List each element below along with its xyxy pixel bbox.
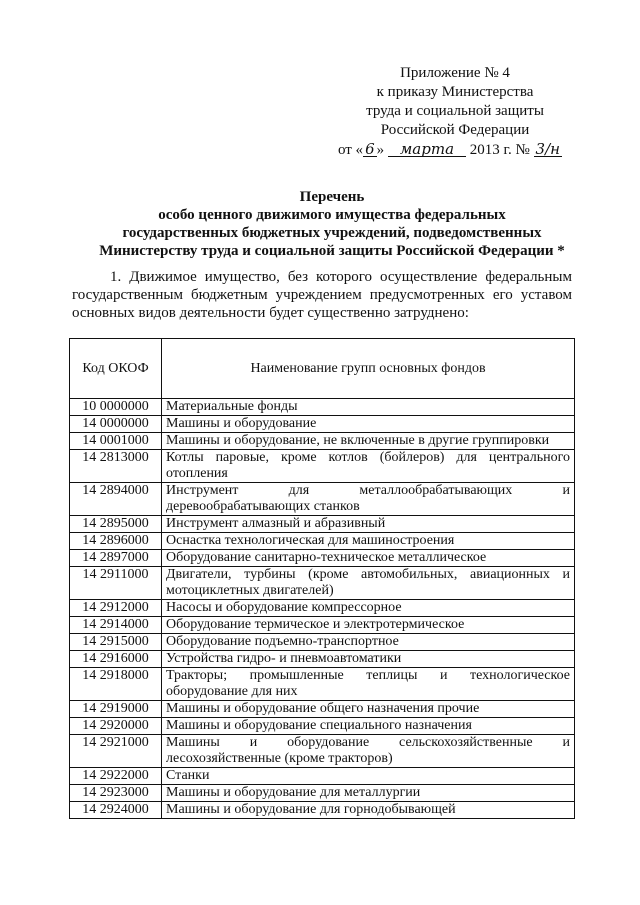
appendix-line-1: Приложение № 4 [400, 65, 510, 81]
table-row [70, 668, 575, 701]
date-mid: » [376, 142, 385, 158]
table-row [70, 718, 575, 735]
fund-group-name: Машины и оборудование общего назначения прочие [162, 701, 575, 718]
okof-code: 14 2920000 [70, 718, 162, 735]
okof-code: 14 2921000 [70, 735, 162, 768]
appendix-block [330, 64, 580, 160]
appendix-line-3: труда и социальной защиты [366, 103, 544, 119]
fund-group-name: Машины и оборудование, не включенные в другие группировки [162, 433, 575, 450]
fund-group-name: Машины и оборудование для горнодобывающей [162, 802, 575, 819]
title-line-1: Перечень [299, 189, 365, 205]
okof-code: 14 2918000 [70, 668, 162, 701]
title-line-2: особо ценного движимого имущества федеральных [158, 207, 506, 223]
fund-group-name: Машины и оборудование для металлургии [162, 785, 575, 802]
fund-group-name: Станки [162, 768, 575, 785]
table-row [70, 516, 575, 533]
okof-code: 14 0001000 [70, 433, 162, 450]
table-row [70, 399, 575, 416]
appendix-line-4: Российской Федерации [380, 122, 530, 138]
fund-group-name: Машины и оборудование сельскохозяйственные и лесохозяйственные (кроме тракторов) [162, 735, 575, 768]
table-row [70, 450, 575, 483]
okof-code: 14 2915000 [70, 634, 162, 651]
date-prefix: от « [337, 142, 364, 158]
table-row [70, 433, 575, 450]
table-header-row [70, 339, 575, 399]
okof-code: 14 0000000 [70, 416, 162, 433]
fund-group-name: Насосы и оборудование компрессорное [162, 600, 575, 617]
table-row [70, 600, 575, 617]
table-row [70, 416, 575, 433]
intro-paragraph: 1. Движимое имущество, без которого осуществление федеральным государственным бюджетным учреждением предусмотренных его уставом основных видов деятельности будет существенно затруднено: [72, 269, 572, 321]
table-row [70, 651, 575, 668]
table-row [70, 617, 575, 634]
appendix-line-2: к приказу Министерства [376, 84, 534, 100]
table-row [70, 567, 575, 600]
header-name: Наименование групп основных фондов [162, 339, 575, 399]
fund-group-name: Инструмент для металлообрабатывающих и деревообрабатывающих станков [162, 483, 575, 516]
okof-code: 14 2896000 [70, 533, 162, 550]
okof-code: 14 2919000 [70, 701, 162, 718]
table-row [70, 768, 575, 785]
table-row [70, 785, 575, 802]
table-row [70, 701, 575, 718]
fonds-table [69, 338, 575, 819]
fund-group-name: Инструмент алмазный и абразивный [162, 516, 575, 533]
table-row [70, 483, 575, 516]
okof-code: 14 2912000 [70, 600, 162, 617]
header-code: Код ОКОФ [70, 339, 162, 399]
fund-group-name: Устройства гидро- и пневмоавтоматики [162, 651, 575, 668]
okof-code: 14 2924000 [70, 802, 162, 819]
okof-code: 10 0000000 [70, 399, 162, 416]
document-title [72, 188, 592, 260]
okof-code: 14 2916000 [70, 651, 162, 668]
date-month: марта [388, 142, 466, 157]
title-line-4: Министерству труда и социальной защиты Российской Федерации * [99, 243, 565, 259]
fund-group-name: Тракторы; промышленные теплицы и технологическое оборудование для них [162, 668, 575, 701]
okof-code: 14 2914000 [70, 617, 162, 634]
date-day: 6 [365, 140, 375, 158]
table-row [70, 550, 575, 567]
okof-code: 14 2895000 [70, 516, 162, 533]
table-row [70, 802, 575, 819]
fund-group-name: Оборудование санитарно-техническое металлическое [162, 550, 575, 567]
table-row [70, 634, 575, 651]
fund-group-name: Машины и оборудование [162, 416, 575, 433]
date-year: 2013 г. № [469, 142, 530, 158]
okof-code: 14 2923000 [70, 785, 162, 802]
okof-code: 14 2922000 [70, 768, 162, 785]
order-number: 3/н [535, 140, 561, 158]
okof-code: 14 2911000 [70, 567, 162, 600]
fund-group-name: Двигатели, турбины (кроме автомобильных, авиационных и мотоциклетных двигателей) [162, 567, 575, 600]
fund-group-name: Оборудование подъемно-транспортное [162, 634, 575, 651]
okof-code: 14 2894000 [70, 483, 162, 516]
fund-group-name: Оборудование термическое и электротермическое [162, 617, 575, 634]
table-body [70, 399, 575, 819]
fund-group-name: Оснастка технологическая для машиностроения [162, 533, 575, 550]
okof-code: 14 2897000 [70, 550, 162, 567]
fund-group-name: Машины и оборудование специального назначения [162, 718, 575, 735]
okof-code: 14 2813000 [70, 450, 162, 483]
fund-group-name: Котлы паровые, кроме котлов (бойлеров) для центрального отопления [162, 450, 575, 483]
table-row [70, 533, 575, 550]
order-date-line [320, 141, 580, 160]
table-row [70, 735, 575, 768]
title-line-3: государственных бюджетных учреждений, подведомственных [122, 225, 542, 241]
fund-group-name: Материальные фонды [162, 399, 575, 416]
